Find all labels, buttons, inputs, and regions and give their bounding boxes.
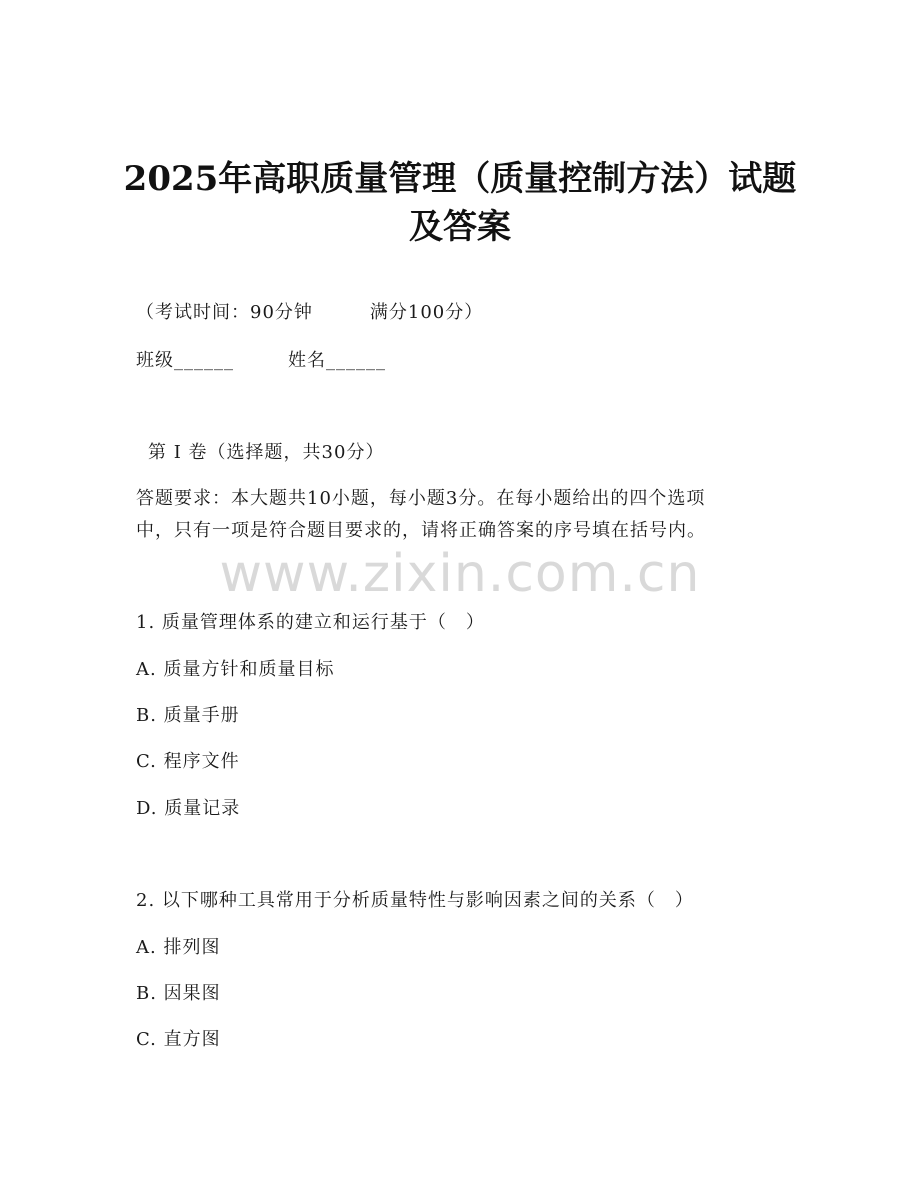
instructions-line2: 中，只有一项是符合题目要求的，请将正确答案的序号填在括号内。 [136, 520, 706, 541]
class-field: 班级______ [136, 350, 234, 371]
section-heading: 第 I 卷（选择题，共30分） [148, 442, 385, 463]
option-b: B. 因果图 [136, 983, 221, 1004]
name-field: 姓名______ [288, 350, 386, 371]
question-stem: 2. 以下哪种工具常用于分析质量特性与影响因素之间的关系（ ） [136, 890, 694, 911]
option-c: C. 直方图 [136, 1029, 221, 1050]
watermark: www.zixin.com.cn [219, 544, 701, 604]
student-info-row [136, 352, 386, 370]
option-c: C. 程序文件 [136, 751, 240, 772]
option-d: D. 质量记录 [136, 798, 241, 819]
option-a: A. 排列图 [136, 937, 221, 958]
question-stem: 1. 质量管理体系的建立和运行基于（ ） [136, 612, 485, 633]
document-title-line2: 及答案 [409, 207, 511, 247]
instructions-line1: 答题要求：本大题共10小题，每小题3分。在每小题给出的四个选项 [136, 488, 706, 509]
option-b: B. 质量手册 [136, 705, 240, 726]
document-title-line1: 2025年高职质量管理（质量控制方法）试题 [123, 159, 797, 199]
option-a: A. 质量方针和质量目标 [136, 659, 335, 680]
exam-info: （考试时间：90分钟 满分100分） [136, 302, 484, 323]
